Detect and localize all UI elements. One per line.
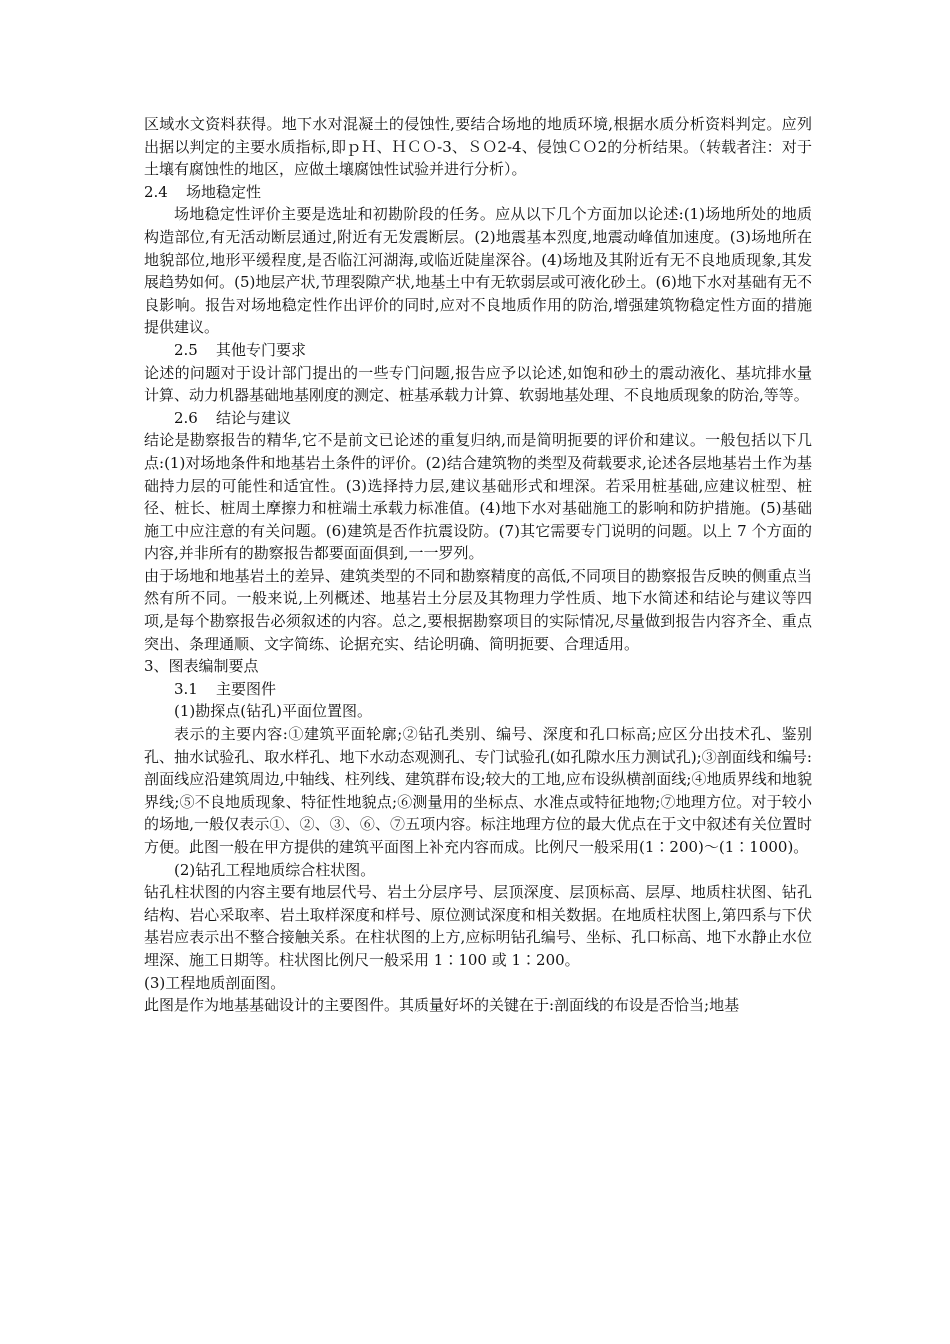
heading-number: 2.5 bbox=[174, 340, 198, 359]
paragraph-site-stability: 场地稳定性评价主要是选址和初勘阶段的任务。应从以下几个方面加以论述:(1)场地所处的地质构造部位,有无活动断层通过,附近有无发震断层。(2)地震基本烈度,地震动峰值加速度。(3)场地所在地貌部位,地形平缓程度,是否临江河湖海,或临近陡崖深谷。(4)场地及其附近有无不良地质现象,其发展趋势如何。(5)地层产状,节理裂隙产状,地基土中有无软弱层或可液化砂土。(6)地下水对基础有无不良影响。报告对场地稳定性作出评价的同时,应对不良地质作用的防治,增强建筑物稳定性方面的措施提供建议。 bbox=[144, 205, 812, 337]
heading-title: 其他专门要求 bbox=[216, 340, 307, 359]
document-page bbox=[144, 113, 812, 1017]
paragraph-column-contents: 钻孔柱状图的内容主要有地层代号、岩土分层序号、层顶深度、层顶标高、层厚、地质柱状图、钻孔结构、岩心采取率、岩土取样深度和样号、原位测试深度和相关数据。在地质柱状图上,第四系与下伏基岩应表示出不整合接触关系。在柱状图的上方,应标明钻孔编号、坐标、孔口标高、地下水静止水位埋深、施工日期等。柱状图比例尺一般采用 1∶100 或 1∶200。 bbox=[144, 883, 812, 969]
heading-number: 2.4 bbox=[144, 182, 168, 201]
paragraph-report-focus: 由于场地和地基岩土的差异、建筑类型的不同和勘察精度的高低,不同项目的勘察报告反映的侧重点当然有所不同。一般来说,上列概述、地基岩土分层及其物理力学性质、地下水简述和结论与建议等四项,是每个勘察报告必须叙述的内容。总之,要根据勘察项目的实际情况,尽量做到报告内容齐全、重点突出、条理通顺、文字简练、论据充实、结论明确、简明扼要、合理适用。 bbox=[144, 566, 812, 653]
paragraph-groundwater-corrosion: 区域水文资料获得。地下水对混凝土的侵蚀性,要结合场地的地质环境,根据水质分析资料判定。应列出据以判定的主要水质指标,即ｐＨ、ＨＣＯ-3、ＳＯ2-4、侵蚀ＣＯ2的分析结果。（转载者注：对于土壤有腐蚀性的地区，应做土壤腐蚀性试验并进行分析）。 bbox=[144, 115, 812, 179]
heading-2-5 bbox=[144, 339, 812, 362]
paragraph-special-requirements: 论述的问题对于设计部门提出的一些专门问题,报告应予以论述,如饱和砂土的震动液化、基坑排水量计算、动力机器基础地基刚度的测定、桩基承载力计算、软弱地基处理、不良地质现象的防治,等等。 bbox=[144, 363, 812, 405]
heading-title: 场地稳定性 bbox=[186, 182, 262, 201]
item-geologic-section: (3)工程地质剖面图。 bbox=[144, 973, 286, 992]
heading-2-6 bbox=[144, 407, 812, 430]
item-borehole-plan: (1)勘探点(钻孔)平面位置图。 bbox=[174, 702, 372, 721]
heading-number: 2.6 bbox=[174, 408, 198, 427]
heading-3-1 bbox=[144, 678, 812, 701]
paragraph-section-contents: 此图是作为地基基础设计的主要图件。其质量好坏的关键在于:剖面线的布设是否恰当;地基 bbox=[144, 996, 740, 1015]
paragraph-plan-contents: 表示的主要内容:①建筑平面轮廓;②钻孔类别、编号、深度和孔口标高;应区分出技术孔、鉴别孔、抽水试验孔、取水样孔、地下水动态观测孔、专门试验孔(如孔隙水压力测试孔);③剖面线和编号:剖面线应沿建筑周边,中轴线、柱列线、建筑群布设;较大的工地,应布设纵横剖面线;④地质界线和地貌界线;⑤不良地质现象、特征性地貌点;⑥测量用的坐标点、水准点或特征地物;⑦地理方位。对于较小的场地,一般仅表示①、②、③、⑥、⑦五项内容。标注地理方位的最大优点在于文中叙述有关位置时方便。此图一般在甲方提供的建筑平面图上补充内容而成。比例尺一般采用(1∶200)～(1∶1000)。 bbox=[144, 725, 812, 856]
heading-number: 3.1 bbox=[174, 679, 198, 698]
item-borehole-column: (2)钻孔工程地质综合柱状图。 bbox=[174, 860, 376, 879]
heading-2-4 bbox=[144, 181, 812, 204]
heading-title: 结论与建议 bbox=[216, 408, 292, 427]
paragraph-conclusions: 结论是勘察报告的精华,它不是前文已论述的重复归纳,而是简明扼要的评价和建议。一般包括以下几点:(1)对场地条件和地基岩土条件的评价。(2)结合建筑物的类型及荷载要求,论述各层地基岩土作为基础持力层的可能性和适宜性。(3)选择持力层,建议基础形式和埋深。若采用桩基础,应建议桩型、桩径、桩长、桩周土摩擦力和桩端土承载力标准值。(4)地下水对基础施工的影响和防护措施。(5)基础施工中应注意的有关问题。(6)建筑是否作抗震设防。(7)其它需要专门说明的问题。以上 7 个方面的内容,并非所有的勘察报告都要面面俱到,一一罗列。 bbox=[144, 431, 812, 563]
heading-title: 主要图件 bbox=[216, 679, 277, 698]
heading-3: 3、图表编制要点 bbox=[144, 657, 259, 676]
